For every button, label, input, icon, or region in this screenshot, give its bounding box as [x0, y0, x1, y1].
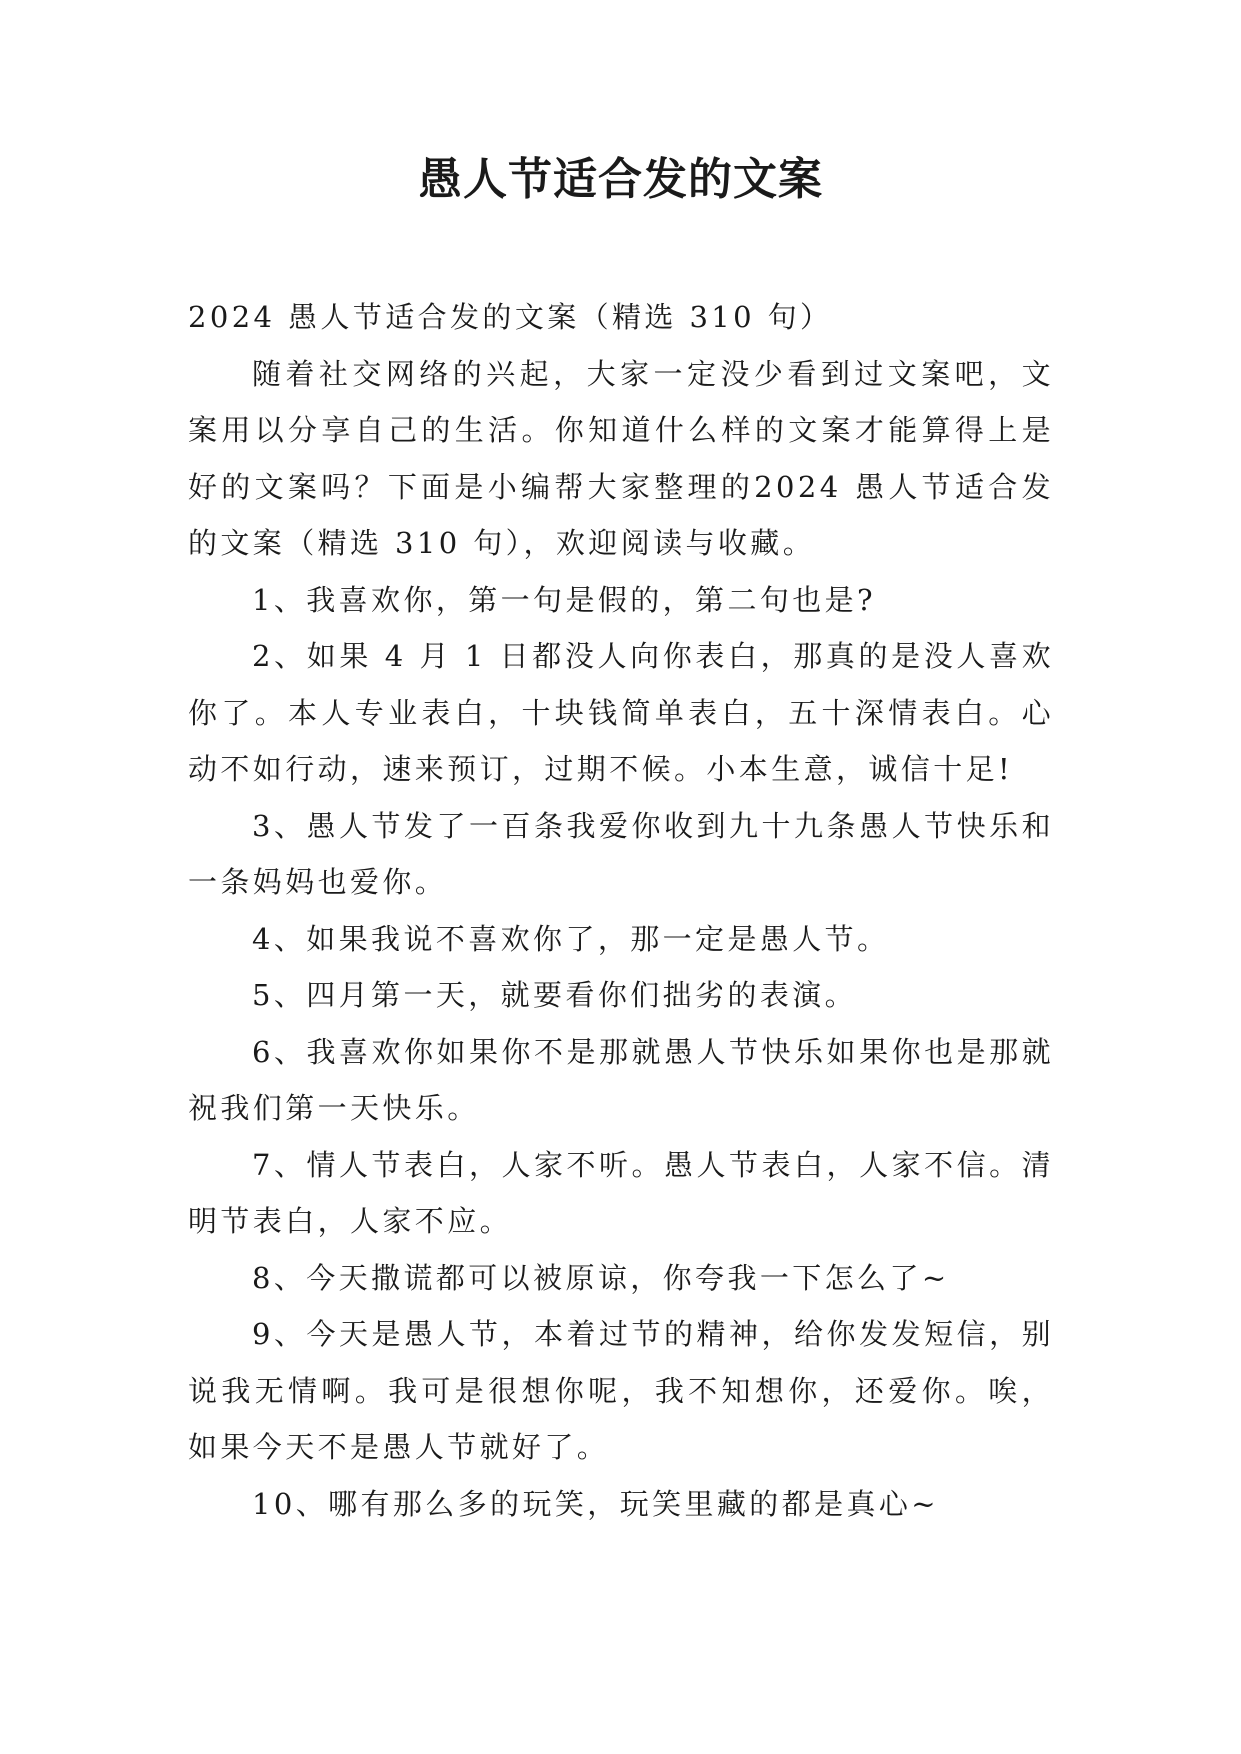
list-item: 3、愚人节发了一百条我爱你收到九十九条愚人节快乐和一条妈妈也爱你。 [188, 808, 1054, 899]
document-subtitle: 2024 愚人节适合发的文案（精选 310 句） [188, 300, 833, 334]
document-title: 愚人节适合发的文案 [418, 154, 823, 205]
intro-paragraph: 随着社交网络的兴起，大家一定没少看到过文案吧，文案用以分享自己的生活。你知道什么样的文案才能算得上是好的文案吗？下面是小编帮大家整理的2024 愚人节适合发的文案（精选 310 句），欢迎阅读与收藏。 [188, 356, 1054, 560]
list-item: 6、我喜欢你如果你不是那就愚人节快乐如果你也是那就祝我们第一天快乐。 [188, 1034, 1054, 1125]
list-item: 2、如果 4 月 1 日都没人向你表白，那真的是没人喜欢你了。本人专业表白，十块钱简单表白，五十深情表白。心动不如行动，速来预订，过期不候。小本生意，诚信十足! [188, 639, 1054, 786]
list-item: 5、四月第一天，就要看你们拙劣的表演。 [252, 978, 858, 1012]
list-item: 7、情人节表白，人家不听。愚人节表白，人家不信。清明节表白，人家不应。 [188, 1147, 1054, 1238]
list-item: 8、今天撒谎都可以被原谅，你夸我一下怎么了~ [252, 1260, 950, 1295]
document-body [188, 289, 1054, 1532]
list-item: 4、如果我说不喜欢你了，那一定是愚人节。 [252, 921, 890, 956]
list-item: 10、哪有那么多的玩笑，玩笑里藏的都是真心~ [252, 1486, 940, 1521]
list-item: 1、我喜欢你，第一句是假的，第二句也是? [252, 582, 876, 617]
list-item: 9、今天是愚人节，本着过节的精神，给你发发短信，别说我无情啊。我可是很想你呢，我不知想你，还爱你。唉，如果今天不是愚人节就好了。 [188, 1317, 1054, 1464]
